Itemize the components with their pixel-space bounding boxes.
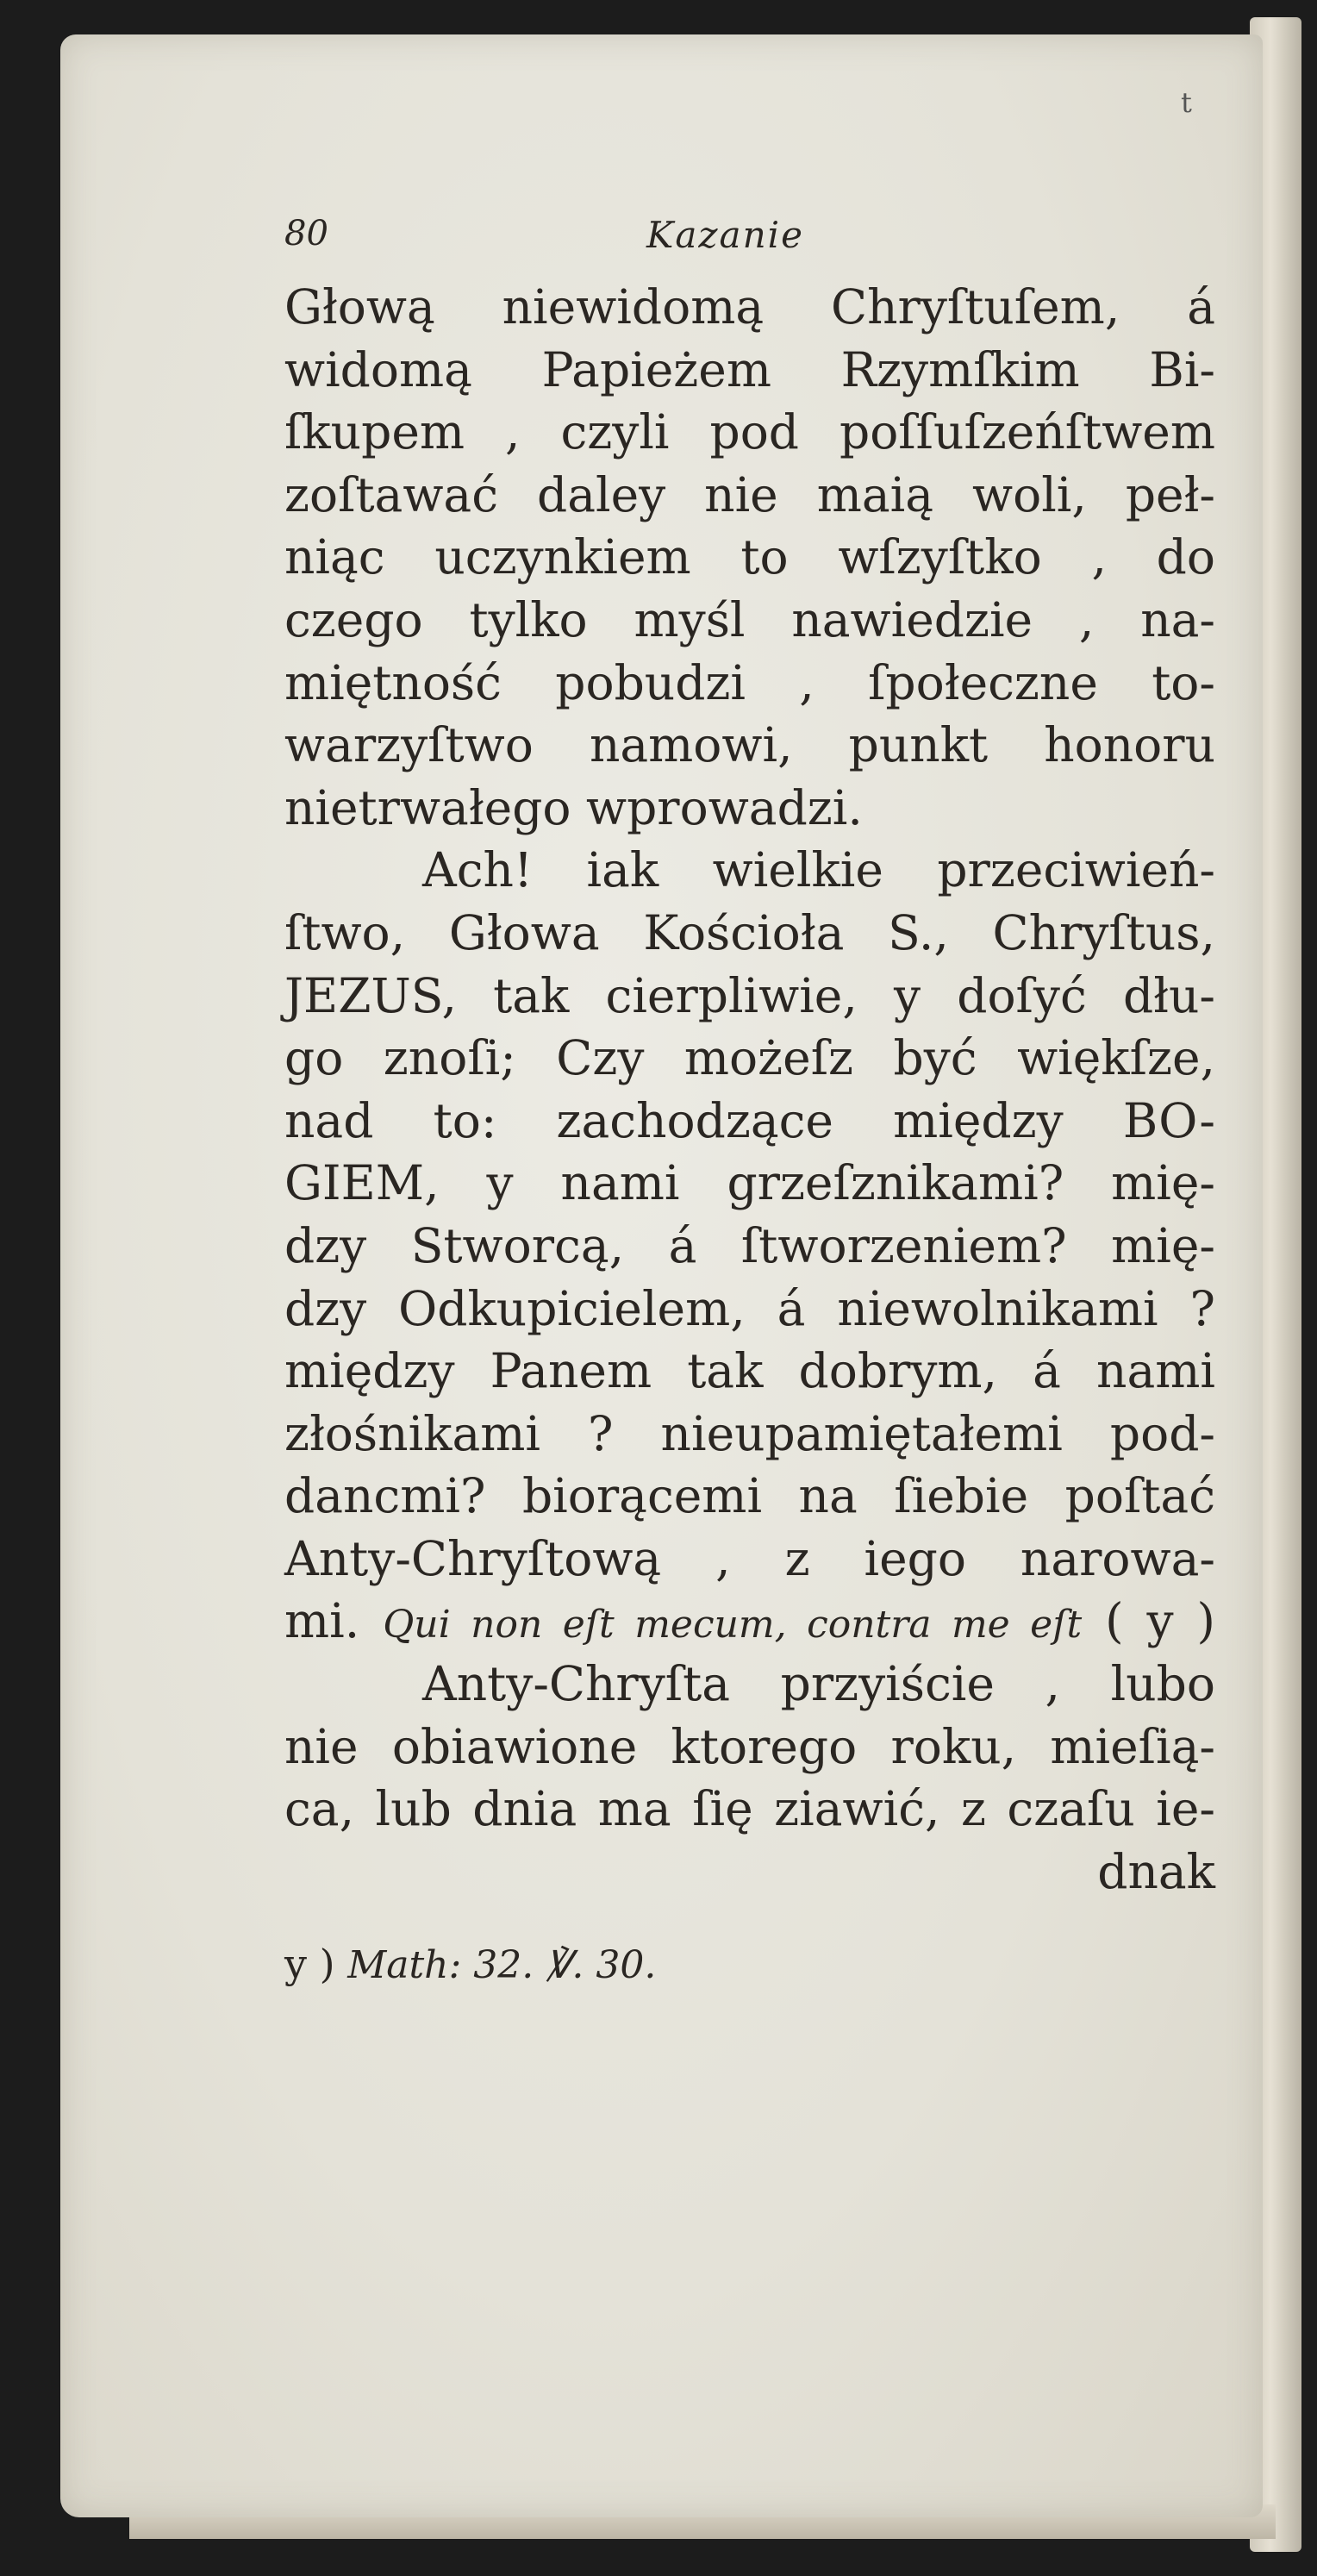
footnote-text: Math: 32. ℣. 30.: [347, 1943, 657, 1988]
footnote-reference: ( y ): [1105, 1593, 1216, 1649]
text-line: nad to: zachodzące między BO-: [284, 1092, 1215, 1148]
text-line: Ach! iak wielkie przeciwień-: [422, 842, 1215, 898]
text-line: warzyſtwo namowi, punkt honoru: [284, 717, 1215, 773]
text-line: nie obiawione ktorego roku, mieſią-: [284, 1718, 1215, 1774]
footnote: [284, 1941, 1215, 1987]
text-line: złośnikami ? nieupamiętałemi pod-: [284, 1405, 1215, 1461]
corner-mark: t: [1181, 86, 1192, 119]
text-line: ſkupem , czyli pod poſſuſzeńſtwem: [284, 404, 1215, 460]
page-number: 80: [284, 214, 328, 253]
footnote-marker: y ): [284, 1941, 335, 1988]
quote-line-start: mi.: [284, 1593, 360, 1649]
text-line: zoſtawać daley nie maią woli, peł-: [284, 466, 1215, 522]
text-line: dancmi? biorącemi na ſiebie poſtać: [284, 1468, 1215, 1524]
text-line: dzy Odkupicielem, á niewolnikami ?: [284, 1280, 1215, 1336]
text-line: między Panem tak dobrym, á nami: [284, 1343, 1215, 1399]
text-line: niąc uczynkiem to wſzyſtko , do: [284, 529, 1215, 585]
text-line: JEZUS, tak cierpliwie, y doſyć dłu-: [284, 967, 1215, 1023]
text-line: nietrwałego wprowadzi.: [284, 779, 863, 835]
text-line: widomą Papieżem Rzymſkim Bi-: [284, 341, 1215, 397]
page-content: [284, 198, 1215, 1987]
text-line: dzy Stworcą, á ſtworzeniem? mię-: [284, 1217, 1215, 1273]
text-line: Anty-Chryſtową , z iego narowa-: [284, 1530, 1215, 1586]
page-header: [284, 198, 1215, 276]
running-title: Kazanie: [646, 214, 804, 256]
latin-quote: Qui non eſt mecum, contra me eſt: [383, 1603, 1083, 1648]
text-line: go znoſi; Czy możeſz być więkſze,: [284, 1030, 1215, 1086]
text-line: czego tylko myśl nawiedzie , na-: [284, 591, 1215, 647]
text-line: Anty-Chryſta przyiście , lubo: [422, 1656, 1215, 1712]
text-line: ſtwo, Głowa Kościoła S., Chryſtus,: [284, 904, 1215, 960]
text-line: ca, lub dnia ma ſię ziawić, z czaſu ie-: [284, 1781, 1215, 1837]
text-line: Głową niewidomą Chryſtuſem, á: [284, 279, 1215, 335]
text-line: GIEM, y nami grzeſznikami? mię-: [284, 1155, 1215, 1211]
quote-line: [284, 1590, 1215, 1653]
text-line: miętność pobudzi , ſpołeczne to-: [284, 654, 1215, 710]
catchword: dnak: [1097, 1843, 1215, 1899]
